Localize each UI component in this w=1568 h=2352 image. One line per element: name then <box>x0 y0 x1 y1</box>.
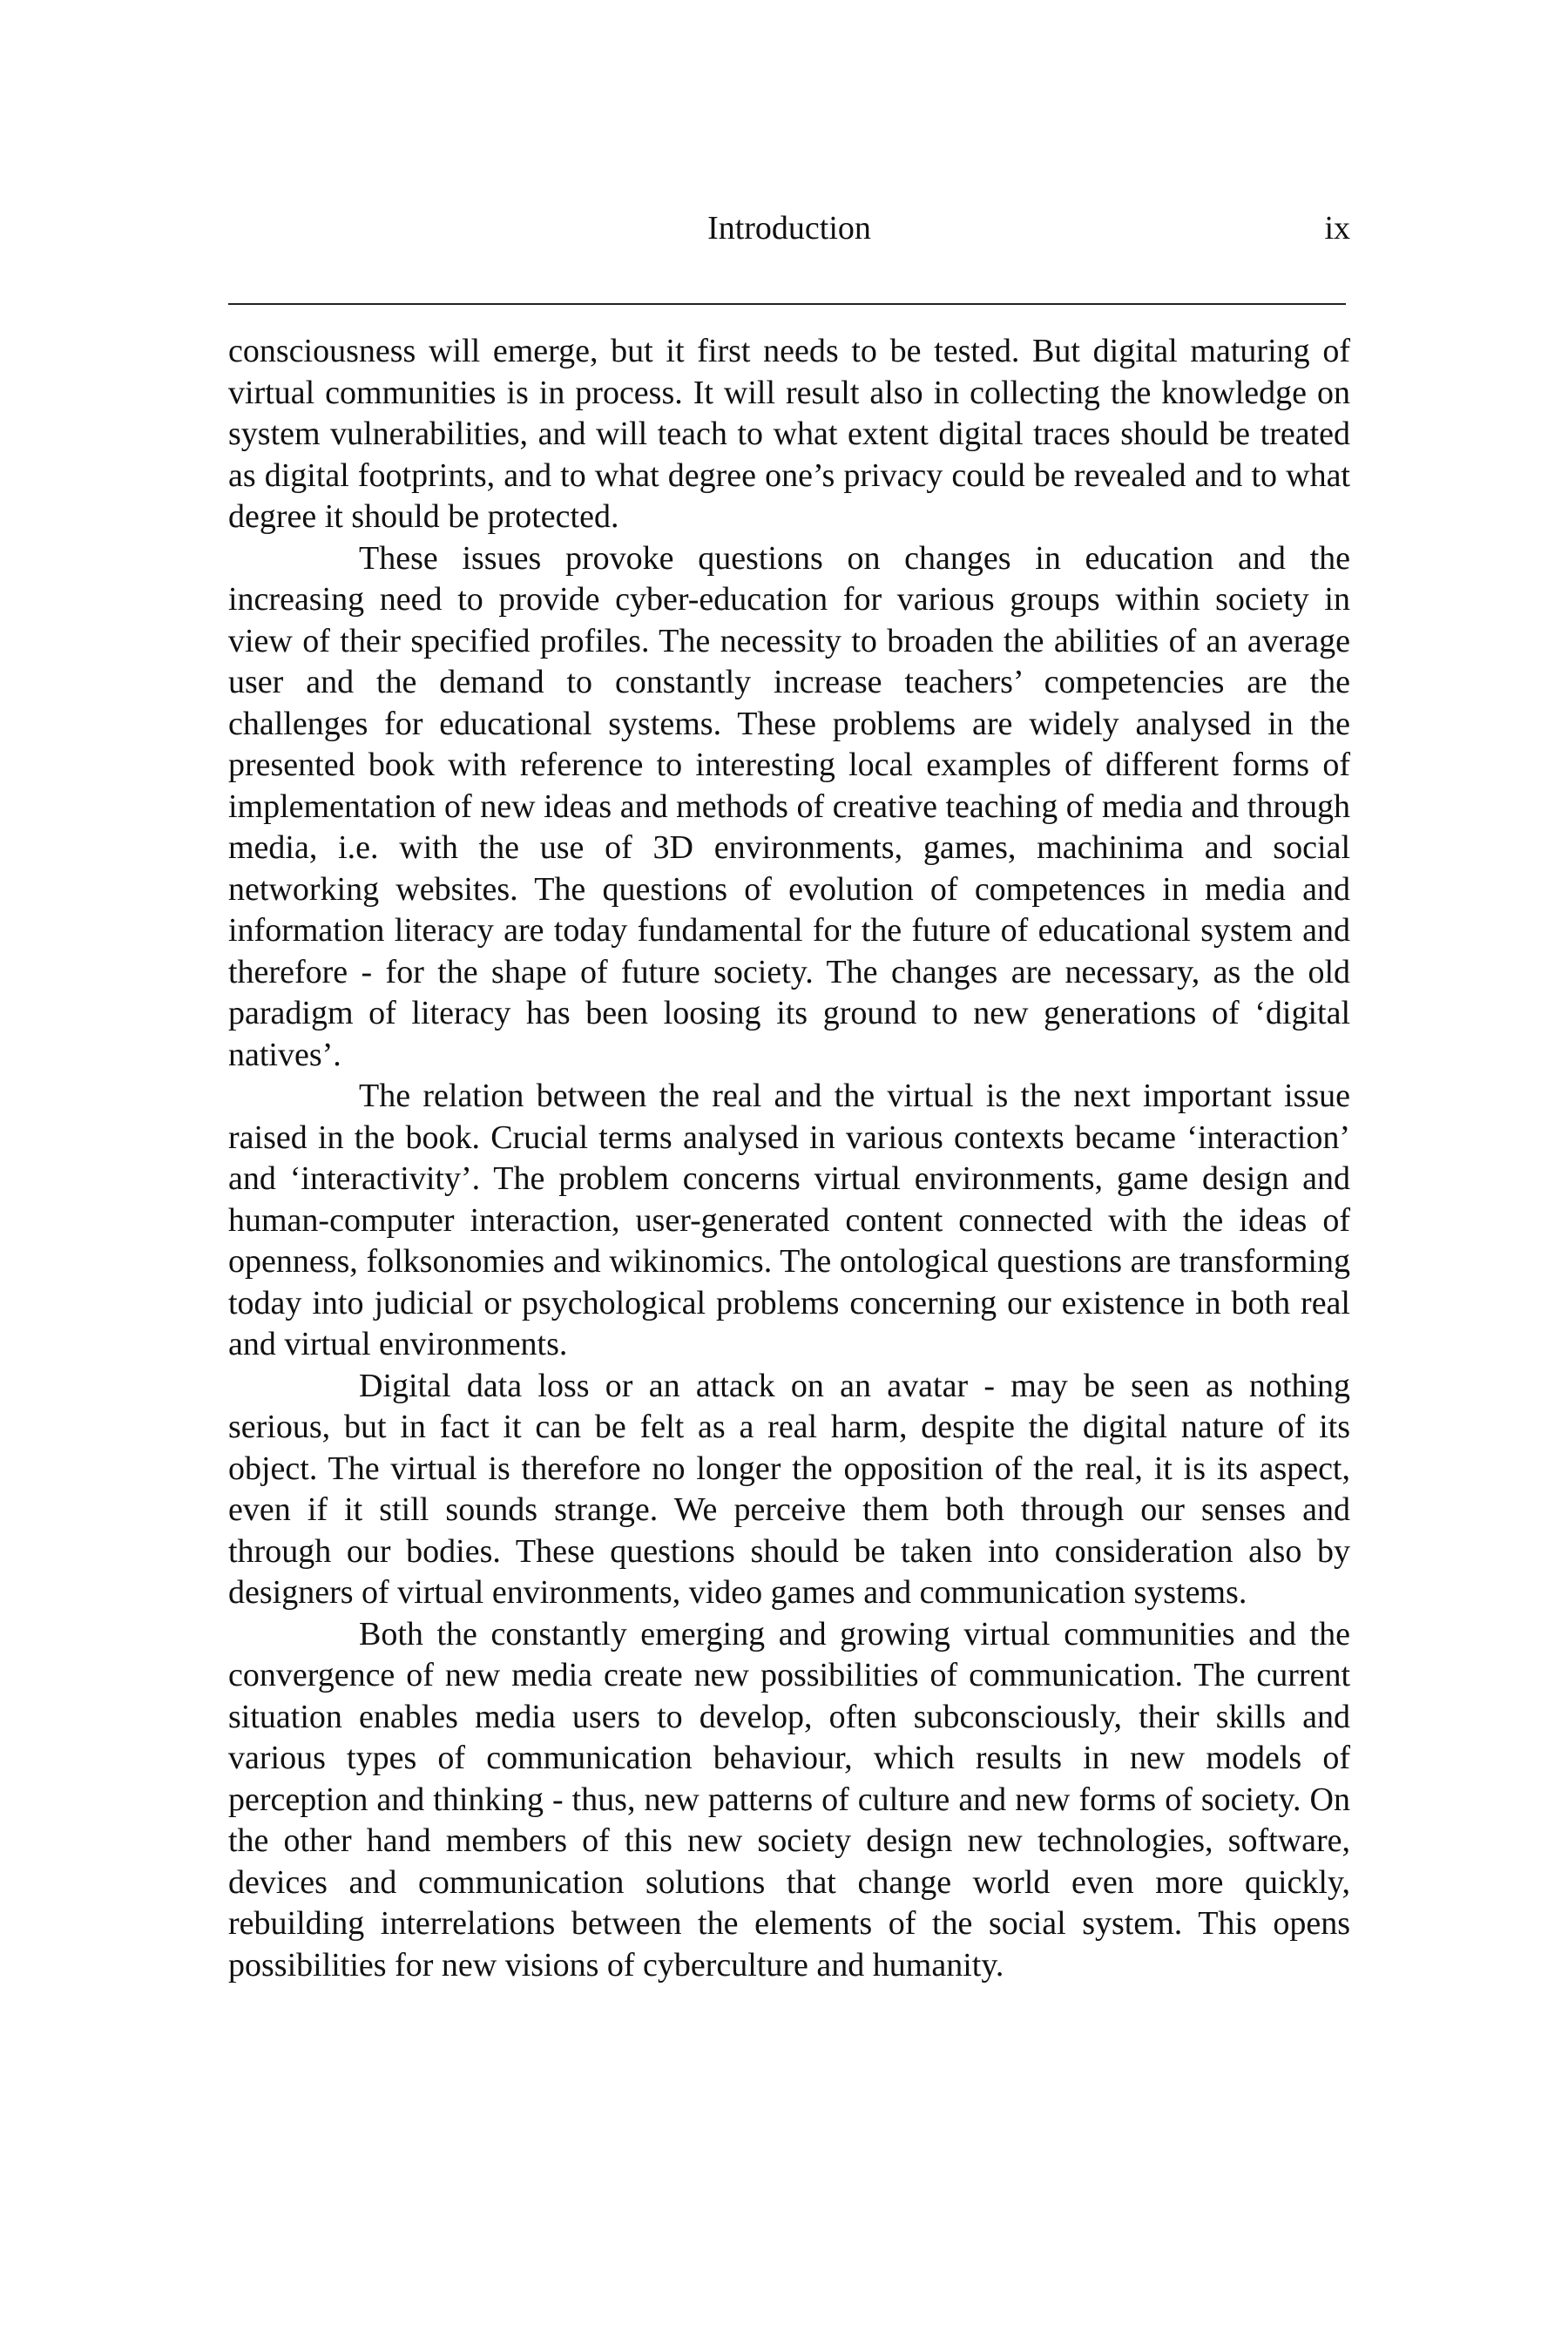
body-text <box>228 331 1350 1986</box>
running-header <box>228 202 1350 254</box>
header-rule <box>228 303 1346 305</box>
running-title: Introduction <box>707 210 871 247</box>
page-number: ix <box>1324 210 1350 247</box>
paragraph-education: These issues provoke questions on changes in education and the increasing need to provide cyber-education for various groups within society in view of their specified profiles. The necessity to broaden the abilities of an average user and the demand to constantly increase teachers’ competencies are the challenges for educational systems. These problems are widely analysed in the presented book with reference to interesting local examples of different forms of implementation of new ideas and methods of creative teaching of media and through media, i.e. with the use of 3D environments, games, machinima and social networking websites. The questions of evolution of competences in media and information literacy are today fundamental for the future of educational system and therefore - for the shape of future society. The changes are necessary, as the old paradigm of literacy has been loosing its ground to new generations of ‘digital natives’. <box>228 539 1350 1073</box>
paragraph-real-virtual: The relation between the real and the virtual is the next important issue raised in the book. Crucial terms analysed in various contexts became ‘interaction’ and ‘interactivity’. The problem concerns virtual environments, game design and human-computer interaction, user-generated content connected with the ideas of openness, folksonomies and wikinomics. The ontological questions are transforming today into judicial or psychological problems concerning our existence in both real and virtual environments. <box>228 1078 1350 1362</box>
paragraph-continuation: consciousness will emerge, but it first needs to be tested. But digital maturing of virtual communities is in process. It will result also in collecting the knowledge on system vulnerabilities, and will teach to what extent digital traces should be treated as digital footprints, and to what degree one’s privacy could be revealed and to what degree it should be protected. <box>228 333 1350 535</box>
paragraph-communities: Both the constantly emerging and growing virtual communities and the convergence of new media create new possibilities of communication. The current situation enables media users to develop, often subconsciously, their skills and various types of communication behaviour, which results in new models of perception and thinking - thus, new patterns of culture and new forms of society. On the other hand members of this new society design new technologies, software, devices and communication solutions that change world even more quickly, rebuilding interrelations between the elements of the social system. This opens possibilities for new visions of cyberculture and humanity. <box>228 1615 1350 1984</box>
paragraph-digital-loss: Digital data loss or an attack on an avatar - may be seen as nothing serious, but in fact it can be felt as a real harm, despite the digital nature of its object. The virtual is therefore no longer the opposition of the real, it is its aspect, even if it still sounds strange. We perceive them both through our senses and through our bodies. These questions should be taken into consideration also by designers of virtual environments, video games and communication systems. <box>228 1367 1350 1611</box>
